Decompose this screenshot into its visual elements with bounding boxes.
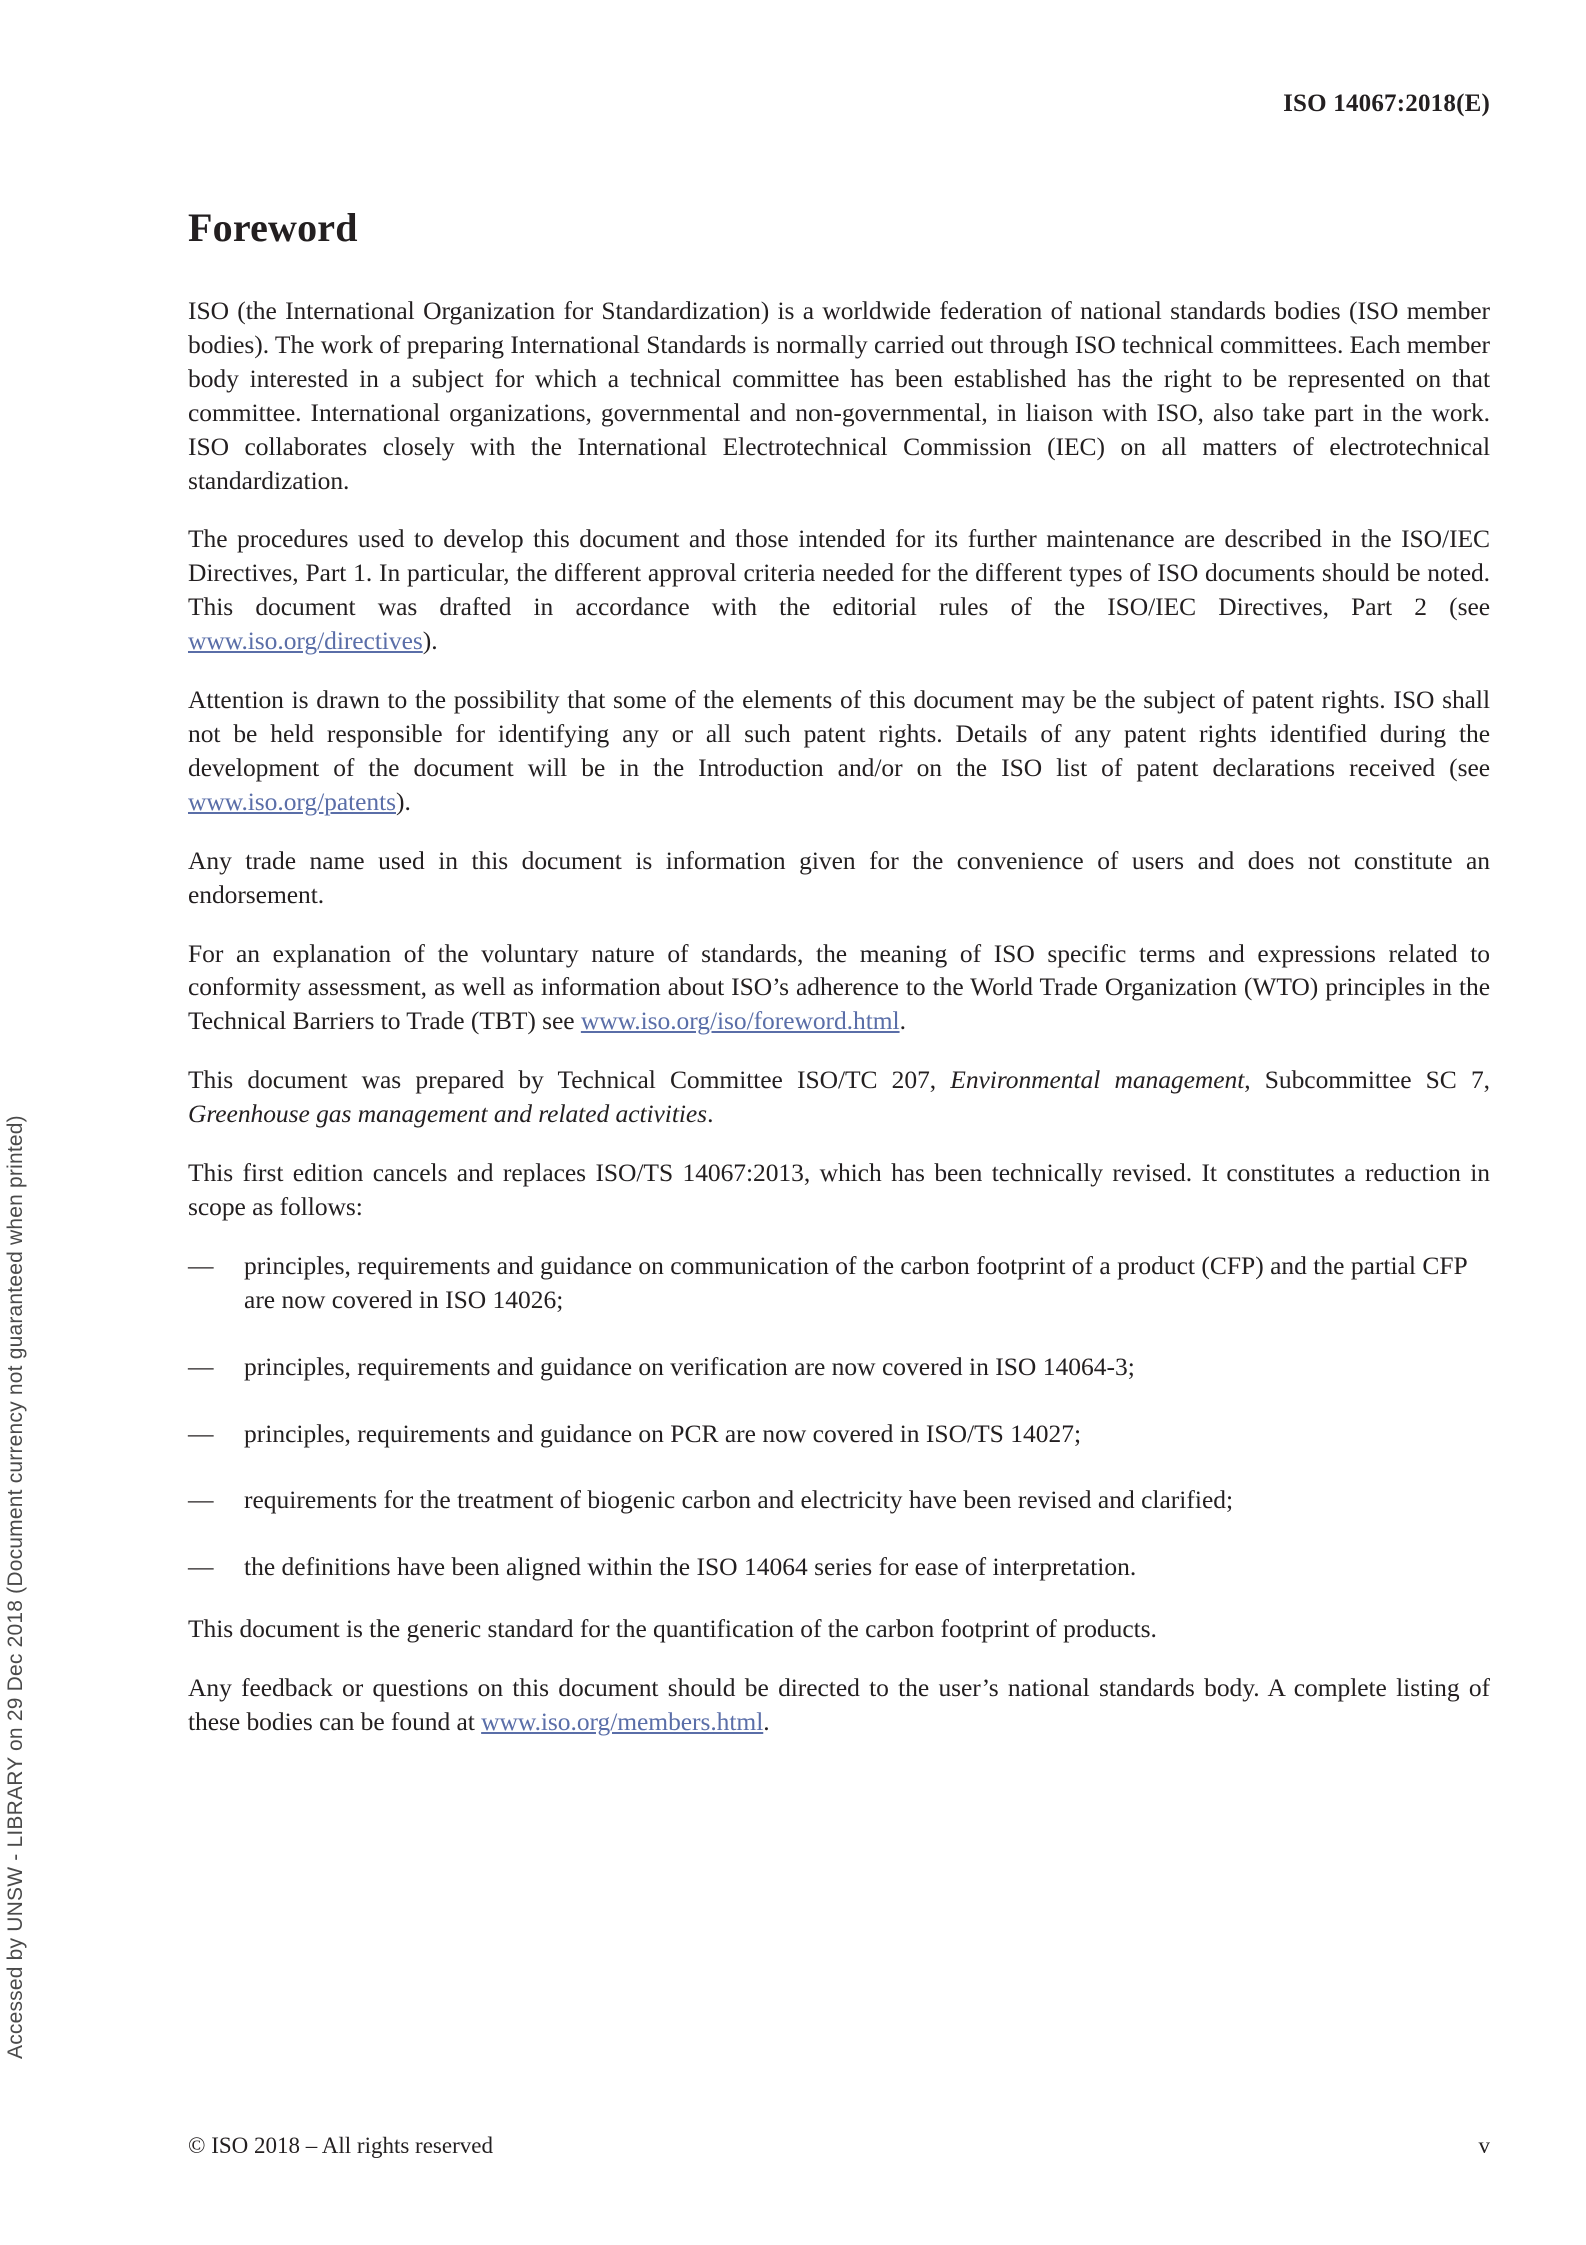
paragraph-text-before-link: Any feedback or questions on this document should be directed to the user’s national standards body. A complete listing of these bodies can be found at xyxy=(188,1673,1490,1737)
em-dash-marker-icon: — xyxy=(188,1552,214,1582)
paragraph-text-before-link: Attention is drawn to the possibility that some of the elements of this document may be the subject of patent rights. ISO shall not be held responsible for identifying any or all such patent rights. Details of any patent rights identified during the development of the document will be in the Introduction and/or on the ISO list of patent declarations received (see xyxy=(188,685,1490,782)
committee-title-italic: Environmental management xyxy=(950,1065,1245,1095)
list-item-label: the definitions have been aligned within the ISO 14064 series for ease of interpretation. xyxy=(244,1552,1137,1582)
link-iso-foreword[interactable]: www.iso.org/iso/foreword.html xyxy=(580,1006,900,1036)
paragraph-patent-rights xyxy=(188,683,1490,819)
paragraph-text-before-link: The procedures used to develop this document and those intended for its further maintenance are described in the ISO/IEC Directives, Part 1. In particular, the different approval criteria needed for the different types of ISO documents should be noted. This document was drafted in accordance with the editorial rules of the ISO/IEC Directives, Part 2 (see xyxy=(188,524,1490,622)
scope-reduction-list-block xyxy=(188,1249,1490,1584)
paragraph-feedback xyxy=(188,1671,1490,1739)
paragraph-text-after-link: . xyxy=(899,1006,906,1036)
paragraph-technical-committee xyxy=(188,1063,1490,1131)
paragraph-text: ISO (the International Organization for Standardization) is a worldwide federation of national standards bodies (ISO member bodies). The work of preparing International Standards is normally carried out through ISO technical committees. Each member body interested in a subject for which a technical committee has been established has the right to be represented on that committee. International organizations, governmental and non-governmental, in liaison with ISO, also take part in the work. ISO collaborates closely with the International Electrotechnical Commission (IEC) on all matters of electrotechnical standardization. xyxy=(188,296,1490,495)
list-item-label: requirements for the treatment of biogenic carbon and electricity have been revised and clarified; xyxy=(244,1485,1234,1515)
paragraph-text-segment: . xyxy=(707,1099,714,1129)
paragraph-text: Any trade name used in this document is information given for the convenience of users and does not constitute an endorsement. xyxy=(188,845,1490,909)
paragraph-first-edition xyxy=(188,1156,1490,1224)
footer-copyright: © ISO 2018 – All rights reserved xyxy=(188,2133,493,2158)
paragraph-iso-description xyxy=(188,294,1490,497)
paragraph-text-before-link: For an explanation of the voluntary nature of standards, the meaning of ISO specific terms and expressions related to conformity assessment, as well as information about ISO’s adherence to the World Trade Organization (WTO) principles in the Technical Barriers to Trade (TBT) see xyxy=(188,938,1490,1036)
paragraph-trade-name xyxy=(188,844,1490,912)
list-item-label: principles, requirements and guidance on PCR are now covered in ISO/TS 14027; xyxy=(244,1418,1082,1448)
page-content xyxy=(188,206,1490,1739)
page-footer xyxy=(188,2133,1490,2159)
list-item xyxy=(188,1350,1490,1384)
link-iso-directives[interactable]: www.iso.org/directives xyxy=(188,626,423,656)
list-item-label: principles, requirements and guidance on communication of the carbon footprint of a product (CFP) and the partial CFP are now covered in ISO 14026; xyxy=(244,1250,1467,1314)
paragraph-procedures xyxy=(188,522,1490,658)
paragraph-text-segment: This document was prepared by Technical Committee ISO/TC 207, xyxy=(188,1065,951,1095)
em-dash-marker-icon: — xyxy=(188,1418,214,1448)
paragraph-text-after-link: ). xyxy=(396,786,411,816)
footer-page-number: v xyxy=(1478,2133,1490,2158)
link-iso-members[interactable]: www.iso.org/members.html xyxy=(481,1707,764,1737)
running-header-standard-ref: ISO 14067:2018(E) xyxy=(1283,90,1490,117)
paragraph-text: This first edition cancels and replaces ISO/TS 14067:2013, which has been technically revised. It constitutes a reduction in scope as follows: xyxy=(188,1158,1490,1221)
page-title: Foreword xyxy=(188,205,358,250)
list-item xyxy=(188,1550,1490,1584)
subcommittee-title-italic: Greenhouse gas management and related activities xyxy=(188,1099,708,1129)
list-item-label: principles, requirements and guidance on verification are now covered in ISO 14064-3; xyxy=(244,1351,1135,1381)
scope-reduction-list xyxy=(188,1249,1490,1584)
paragraph-generic-standard xyxy=(188,1612,1490,1646)
access-watermark-text: Accessed by UNSW - LIBRARY on 29 Dec 2018 (Document currency not guaranteed when printed) xyxy=(4,1115,27,2059)
paragraph-text: This document is the generic standard for the quantification of the carbon footprint of products. xyxy=(188,1614,1157,1644)
em-dash-marker-icon: — xyxy=(188,1351,214,1381)
paragraph-text-segment: , Subcommittee SC 7, xyxy=(1244,1065,1490,1095)
list-item xyxy=(188,1249,1490,1317)
em-dash-marker-icon: — xyxy=(188,1485,214,1515)
paragraph-text-after-link: . xyxy=(763,1707,770,1737)
em-dash-marker-icon: — xyxy=(188,1250,214,1280)
link-iso-patents[interactable]: www.iso.org/patents xyxy=(188,786,396,816)
list-item xyxy=(188,1417,1490,1451)
paragraph-text-after-link: ). xyxy=(422,626,438,656)
list-item xyxy=(188,1483,1490,1517)
paragraph-voluntary-nature xyxy=(188,937,1490,1039)
